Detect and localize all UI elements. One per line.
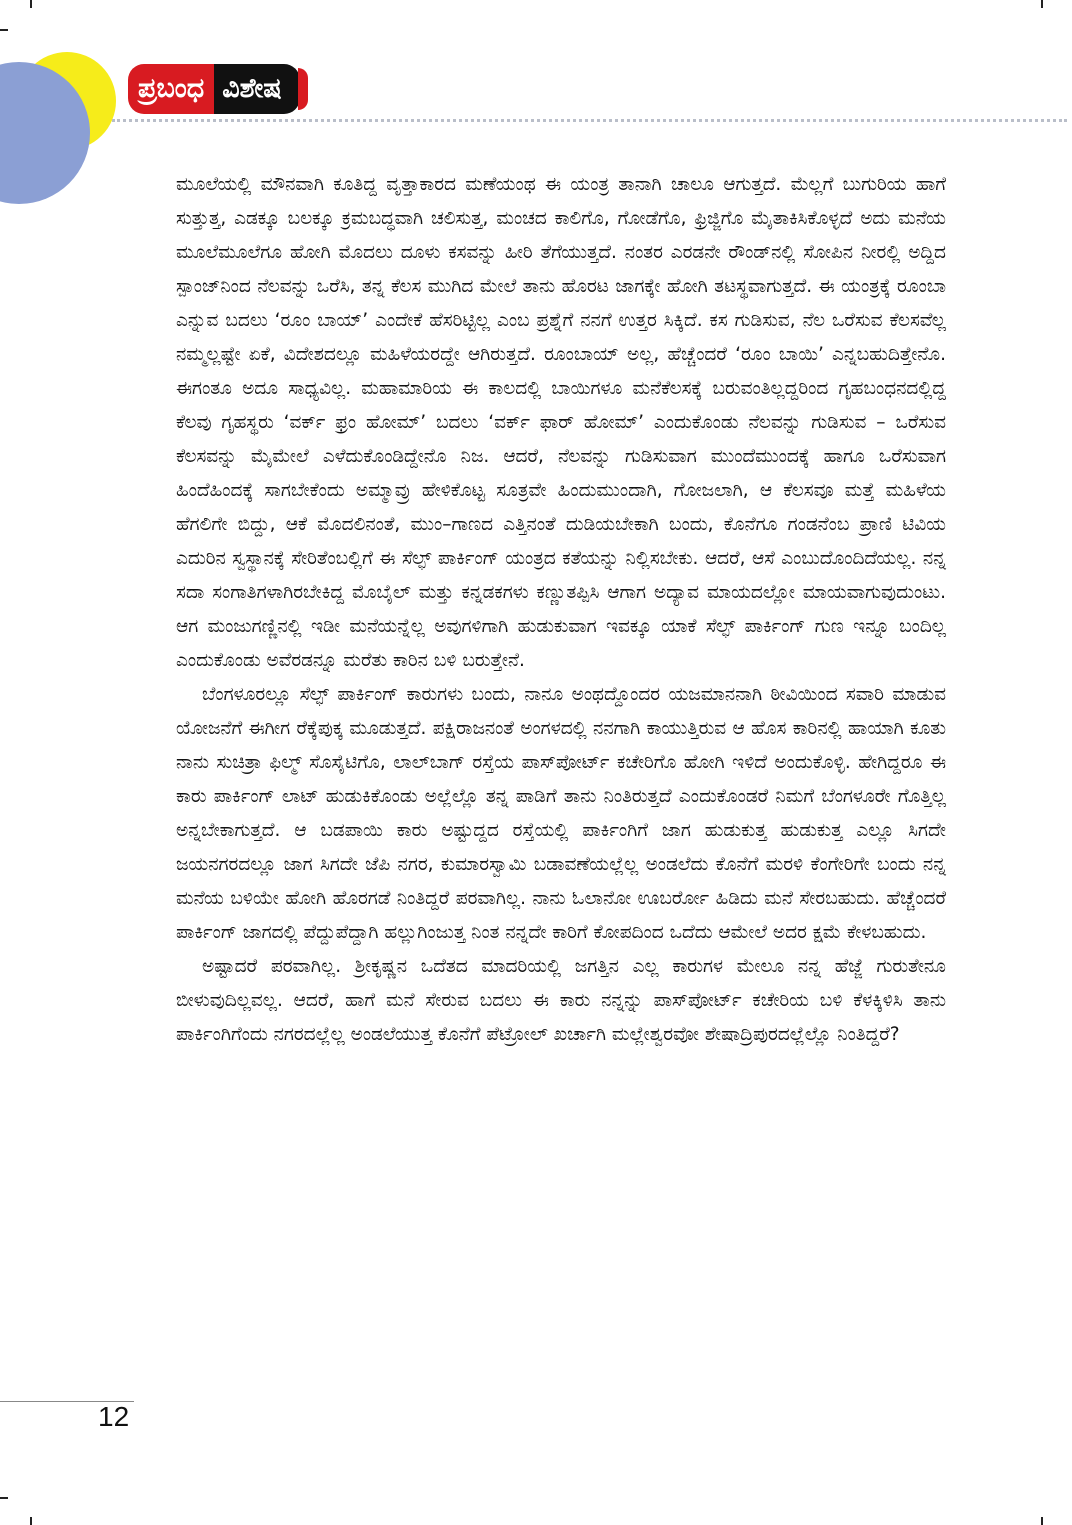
crop-mark-bottom-right — [1041, 1517, 1043, 1525]
article-paragraph-1: ಮೂಲೆಯಲ್ಲಿ ಮೌನವಾಗಿ ಕೂತಿದ್ದ ವೃತ್ತಾಕಾರದ ಮಣೆಯಂಥ ಈ ಯಂತ್ರ ತಾನಾಗಿ ಚಾಲೂ ಆಗುತ್ತದೆ. ಮೆಲ್ಲಗೆ ಬುಗುರಿಯ ಹಾಗೆ ಸುತ್ತುತ್ತ, ಎಡಕ್ಕೂ ಬಲಕ್ಕೂ ಕ್ರಮಬದ್ಧವಾಗಿ ಚಲಿಸುತ್ತ, ಮಂಚದ ಕಾಲಿಗೊ, ಗೋಡೆಗೊ, ಫ್ರಿಜ್ಜಿಗೊ ಮೈತಾಕಿಸಿಕೊಳ್ಳದೆ ಅದು ಮನೆಯ ಮೂಲೆಮೂಲೆಗೂ ಹೋಗಿ ಮೊದಲು ದೂಳು ಕಸವನ್ನು ಹೀರಿ ತೆಗೆಯುತ್ತದೆ. ನಂತರ ಎರಡನೇ ರೌಂಡ್‌ನಲ್ಲಿ ಸೋಪಿನ ನೀರಲ್ಲಿ ಅದ್ದಿದ ಸ್ಪಾಂಜ್‌ನಿಂದ ನೆಲವನ್ನು ಒರೆಸಿ, ತನ್ನ ಕೆಲಸ ಮುಗಿದ ಮೇಲೆ ತಾನು ಹೊರಟ ಜಾಗಕ್ಕೇ ಹೋಗಿ ತಟಸ್ಥವಾಗುತ್ತದೆ. ಈ ಯಂತ್ರಕ್ಕೆ ರೂಂಬಾ ಎನ್ನುವ ಬದಲು ‘ರೂಂ ಬಾಯ್’ ಎಂದೇಕೆ ಹೆಸರಿಟ್ಟಿಲ್ಲ ಎಂಬ ಪ್ರಶ್ನೆಗೆ ನನಗೆ ಉತ್ತರ ಸಿಕ್ಕಿದೆ. ಕಸ ಗುಡಿಸುವ, ನೆಲ ಒರೆಸುವ ಕೆಲಸವೆಲ್ಲ ನಮ್ಮಲ್ಲಷ್ಟೇ ಏಕೆ, ವಿದೇಶದಲ್ಲೂ ಮಹಿಳೆಯರದ್ದೇ ಆಗಿರುತ್ತದೆ. ರೂಂಬಾಯ್ ಅಲ್ಲ, ಹೆಚ್ಚೆಂದರೆ ‘ರೂಂ ಬಾಯಿ’ ಎನ್ನಬಹುದಿತ್ತೇನೊ. ಈಗಂತೂ ಅದೂ ಸಾಧ್ಯವಿಲ್ಲ. ಮಹಾಮಾರಿಯ ಈ ಕಾಲದಲ್ಲಿ ಬಾಯಿಗಳೂ ಮನೆಕೆಲಸಕ್ಕೆ ಬರುವಂತಿಲ್ಲದ್ದರಿಂದ ಗೃಹಬಂಧನದಲ್ಲಿದ್ದ ಕೆಲವು ಗೃಹಸ್ಥರು ‘ವರ್ಕ್ ಫ್ರಂ ಹೋಮ್’ ಬದಲು ‘ವರ್ಕ್ ಫಾರ್ ಹೋಮ್’ ಎಂದುಕೊಂಡು ನೆಲವನ್ನು ಗುಡಿಸುವ – ಒರೆಸುವ ಕೆಲಸವನ್ನು ಮೈಮೇಲೆ ಎಳೆದುಕೊಂಡಿದ್ದೇನೊ ನಿಜ. ಆದರೆ, ನೆಲವನ್ನು ಗುಡಿಸುವಾಗ ಮುಂದೆಮುಂದಕ್ಕೆ ಹಾಗೂ ಒರೆಸುವಾಗ ಹಿಂದೆಹಿಂದಕ್ಕೆ ಸಾಗಬೇಕೆಂದು ಅಮ್ಮಾವ್ರು ಹೇಳಿಕೊಟ್ಟ ಸೂತ್ರವೇ ಹಿಂದುಮುಂದಾಗಿ, ಗೋಜಲಾಗಿ, ಆ ಕೆಲಸವೂ ಮತ್ತೆ ಮಹಿಳೆಯ ಹೆಗಲಿಗೇ ಬಿದ್ದು, ಆಕೆ ಮೊದಲಿನಂತೆ, ಮುಂ–ಗಾಣದ ಎತ್ತಿನಂತೆ ದುಡಿಯಬೇಕಾಗಿ ಬಂದು, ಕೊನೆಗೂ ಗಂಡನೆಂಬ ಪ್ರಾಣಿ ಟಿವಿಯ ಎದುರಿನ ಸ್ವಸ್ಥಾನಕ್ಕೆ ಸೇರಿತೆಂಬಲ್ಲಿಗೆ ಈ ಸೆಲ್ಫ್ ಪಾರ್ಕಿಂಗ್ ಯಂತ್ರದ ಕತೆಯನ್ನು ನಿಲ್ಲಿಸಬೇಕು. ಆದರೆ, ಆಸೆ ಎಂಬುದೊಂದಿದೆಯಲ್ಲ. ನನ್ನ ಸದಾ ಸಂಗಾತಿಗಳಾಗಿರಬೇಕಿದ್ದ ಮೊಬೈಲ್ ಮತ್ತು ಕನ್ನಡಕಗಳು ಕಣ್ಣುತಪ್ಪಿಸಿ ಆಗಾಗ ಅದ್ಯಾವ ಮಾಯದಲ್ಲೋ ಮಾಯವಾಗುವುದುಂಟು. ಆಗ ಮಂಜುಗಣ್ಣಿನಲ್ಲಿ ಇಡೀ ಮನೆಯನ್ನೆಲ್ಲ ಅವುಗಳಿಗಾಗಿ ಹುಡುಕುವಾಗ ಇವಕ್ಕೂ ಯಾಕೆ ಸೆಲ್ಫ್ ಪಾರ್ಕಿಂಗ್ ಗುಣ ಇನ್ನೂ ಬಂದಿಲ್ಲ ಎಂದುಕೊಂಡು ಅವೆರಡನ್ನೂ ಮರೆತು ಕಾರಿನ ಬಳಿ ಬರುತ್ತೇನೆ. — [176, 174, 946, 671]
article-body — [176, 168, 946, 1052]
article-paragraph-3: ಅಷ್ಟಾದರೆ ಪರವಾಗಿಲ್ಲ. ಶ್ರೀಕೃಷ್ಣನ ಒದೆತದ ಮಾದರಿಯಲ್ಲಿ ಜಗತ್ತಿನ ಎಲ್ಲ ಕಾರುಗಳ ಮೇಲೂ ನನ್ನ ಹೆಜ್ಜೆ ಗುರುತೇನೂ ಬೀಳುವುದಿಲ್ಲವಲ್ಲ. ಆದರೆ, ಹಾಗೆ ಮನೆ ಸೇರುವ ಬದಲು ಈ ಕಾರು ನನ್ನನ್ನು ಪಾಸ್‌ಪೋರ್ಟ್ ಕಚೇರಿಯ ಬಳಿ ಕೆಳಕ್ಕಿಳಿಸಿ ತಾನು ಪಾರ್ಕಿಂಗಿಗೆಂದು ನಗರದಲ್ಲೆಲ್ಲ ಅಂಡಲೆಯುತ್ತ ಕೊನೆಗೆ ಪೆಟ್ರೋಲ್ ಖರ್ಚಾಗಿ ಮಲ್ಲೇಶ್ವರವೋ ಶೇಷಾದ್ರಿಪುರದಲ್ಲೆಲ್ಲೊ ನಿಂತಿದ್ದರೆ? — [176, 956, 946, 1045]
page-number: 12 — [98, 1401, 130, 1432]
crop-mark-left-lower — [0, 1497, 8, 1499]
article-paragraph-2: ಬೆಂಗಳೂರಲ್ಲೂ ಸೆಲ್ಫ್ ಪಾರ್ಕಿಂಗ್ ಕಾರುಗಳು ಬಂದು, ನಾನೂ ಅಂಥದ್ದೊಂದರ ಯಜಮಾನನಾಗಿ ಠೀವಿಯಿಂದ ಸವಾರಿ ಮಾಡುವ ಯೋಜನೆಗೆ ಈಗೀಗ ರೆಕ್ಕೆಪುಕ್ಕ ಮೂಡುತ್ತದೆ. ಪಕ್ಷಿರಾಜನಂತೆ ಅಂಗಳದಲ್ಲಿ ನನಗಾಗಿ ಕಾಯುತ್ತಿರುವ ಆ ಹೊಸ ಕಾರಿನಲ್ಲಿ ಹಾಯಾಗಿ ಕೂತು ನಾನು ಸುಚಿತ್ರಾ ಫಿಲ್ಮ್ ಸೊಸೈಟಿಗೊ, ಲಾಲ್‌ಬಾಗ್ ರಸ್ತೆಯ ಪಾಸ್‌ಪೋರ್ಟ್ ಕಚೇರಿಗೊ ಹೋಗಿ ಇಳಿದೆ ಅಂದುಕೊಳ್ಳಿ. ಹೇಗಿದ್ದರೂ ಈ ಕಾರು ಪಾರ್ಕಿಂಗ್ ಲಾಟ್ ಹುಡುಕಿಕೊಂಡು ಅಲ್ಲೆಲ್ಲೊ ತನ್ನ ಪಾಡಿಗೆ ತಾನು ನಿಂತಿರುತ್ತದೆ ಎಂದುಕೊಂಡರೆ ನಿಮಗೆ ಬೆಂಗಳೂರೇ ಗೊತ್ತಿಲ್ಲ ಅನ್ನಬೇಕಾಗುತ್ತದೆ. ಆ ಬಡಪಾಯಿ ಕಾರು ಅಷ್ಟುದ್ದದ ರಸ್ತೆಯಲ್ಲಿ ಪಾರ್ಕಿಂಗಿಗೆ ಜಾಗ ಹುಡುಕುತ್ತ ಹುಡುಕುತ್ತ ಎಲ್ಲೂ ಸಿಗದೇ ಜಯನಗರದಲ್ಲೂ ಜಾಗ ಸಿಗದೇ ಜೆಪಿ ನಗರ, ಕುಮಾರಸ್ವಾಮಿ ಬಡಾವಣೆಯಲ್ಲೆಲ್ಲ ಅಂಡಲೆದು ಕೊನೆಗೆ ಮರಳಿ ಕೆಂಗೇರಿಗೇ ಬಂದು ನನ್ನ ಮನೆಯ ಬಳಿಯೇ ಹೋಗಿ ಹೊರಗಡೆ ನಿಂತಿದ್ದರೆ ಪರವಾಗಿಲ್ಲ. ನಾನು ಓಲಾನೋ ಊಬರ್ರೋ ಹಿಡಿದು ಮನೆ ಸೇರಬಹುದು. ಹೆಚ್ಚೆಂದರೆ ಪಾರ್ಕಿಂಗ್ ಜಾಗದಲ್ಲಿ ಪೆದ್ದುಪೆದ್ದಾಗಿ ಹಲ್ಲುಗಿಂಜುತ್ತ ನಿಂತ ನನ್ನದೇ ಕಾರಿಗೆ ಕೋಪದಿಂದ ಒದೆದು ಆಮೇಲೆ ಅದರ ಕ್ಷಮೆ ಕೇಳಬಹುದು. — [176, 684, 946, 943]
crop-mark-top-right — [1041, 0, 1043, 8]
section-label-primary: ಪ್ರಬಂಧ — [128, 64, 214, 114]
section-label-secondary: ವಿಶೇಷ — [214, 64, 299, 114]
crop-mark-left-upper — [0, 29, 8, 31]
crop-mark-top-left — [30, 0, 32, 8]
header-dotted-divider — [112, 119, 1067, 122]
crop-mark-bottom-left — [30, 1517, 32, 1525]
section-header-tag — [128, 64, 300, 114]
